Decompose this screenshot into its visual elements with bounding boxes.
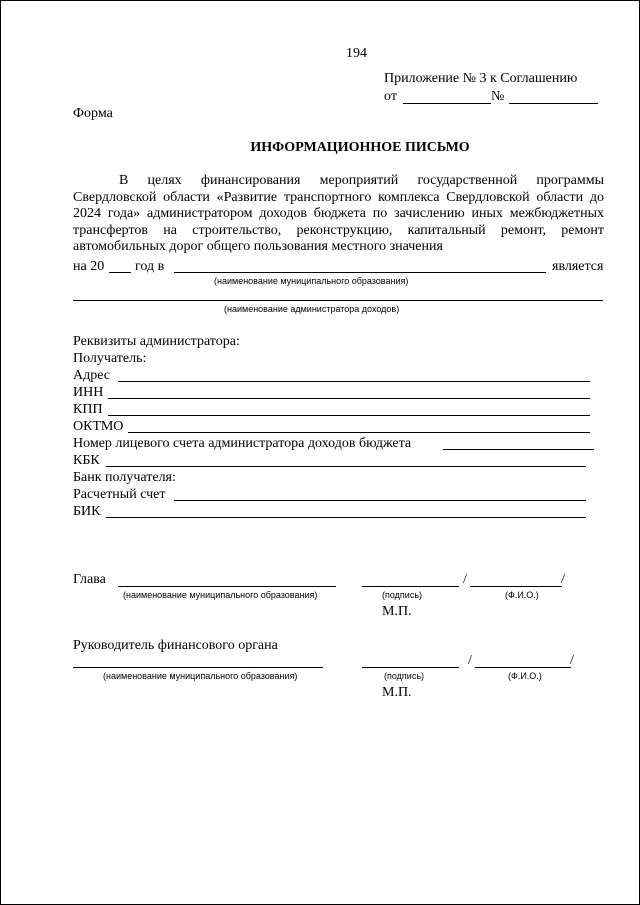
kpp-label: КПП — [73, 402, 103, 417]
finance-fio-caption: (Ф.И.О.) — [508, 671, 542, 681]
finance-municipality-caption: (наименование муниципального образования) — [103, 671, 298, 681]
kbk-label: КБК — [73, 453, 100, 468]
recipient-label: Получатель: — [73, 351, 147, 366]
revenue-admin-caption: (наименование администратора доходов) — [224, 304, 400, 314]
settlement-label: Расчетный счет — [73, 487, 166, 502]
bik-label: БИК — [73, 504, 101, 519]
year-blank-line — [109, 272, 131, 273]
finance-head-label: Руководитель финансового органа — [73, 638, 278, 653]
head-slash-right: / — [561, 572, 565, 587]
address-label: Адрес — [73, 368, 111, 383]
appendix-date-line — [403, 103, 491, 104]
address-line — [118, 381, 590, 382]
requisites-header: Реквизиты администратора: — [73, 334, 240, 349]
oktmo-label: ОКТМО — [73, 419, 124, 434]
year-suffix: является — [552, 259, 604, 274]
finance-slash-right: / — [570, 653, 574, 668]
account-label: Номер лицевого счета администратора доходов бюджета — [73, 436, 412, 451]
inn-line — [108, 398, 590, 399]
head-seal: М.П. — [382, 604, 412, 619]
head-municipality-caption: (наименование муниципального образования) — [123, 590, 318, 600]
kpp-line — [108, 415, 590, 416]
settlement-line — [174, 500, 586, 501]
appendix-title: Приложение № 3 к Соглашению — [384, 71, 578, 86]
head-municipality-line — [118, 586, 336, 587]
head-signature-line — [362, 586, 459, 587]
finance-signature-caption: (подпись) — [384, 671, 425, 681]
kbk-line — [106, 466, 586, 467]
finance-seal: М.П. — [382, 685, 412, 700]
head-signature-caption: (подпись) — [382, 590, 423, 600]
bik-line — [106, 517, 586, 518]
finance-municipality-line — [73, 667, 323, 668]
appendix-number-label: № — [491, 89, 505, 104]
appendix-number-line — [509, 103, 598, 104]
page-number: 194 — [346, 46, 367, 61]
head-fio-caption: (Ф.И.О.) — [505, 590, 539, 600]
document-title: ИНФОРМАЦИОННОЕ ПИСЬМО — [250, 140, 470, 155]
finance-slash-left: / — [468, 653, 472, 668]
municipality-blank-line — [174, 272, 546, 273]
head-label: Глава — [73, 572, 106, 587]
inn-label: ИНН — [73, 385, 104, 400]
account-line — [443, 449, 594, 450]
form-label: Форма — [73, 106, 113, 121]
finance-fio-line — [475, 667, 571, 668]
bank-label: Банк получателя: — [73, 470, 176, 485]
municipality-caption: (наименование муниципального образования) — [214, 276, 409, 286]
body-paragraph: В целях финансирования мероприятий государственной программы Свердловской области «Развитие транспортного комплекса Свердловской области до 2024 года» администратором доходов бюджета по зачислению иных межбюджетных трансфертов на строительство, реконструкцию, капитальный ремонт, ремонт автомобильных дорог общего пользования местного значения — [73, 173, 604, 254]
appendix-from-label: от — [384, 89, 397, 104]
year-middle-text: год в — [135, 259, 165, 274]
oktmo-line — [128, 432, 590, 433]
head-fio-line — [470, 586, 562, 587]
head-slash-left: / — [463, 572, 467, 587]
year-prefix: на 20 — [73, 259, 105, 274]
revenue-admin-line — [73, 300, 603, 301]
finance-signature-line — [362, 667, 459, 668]
